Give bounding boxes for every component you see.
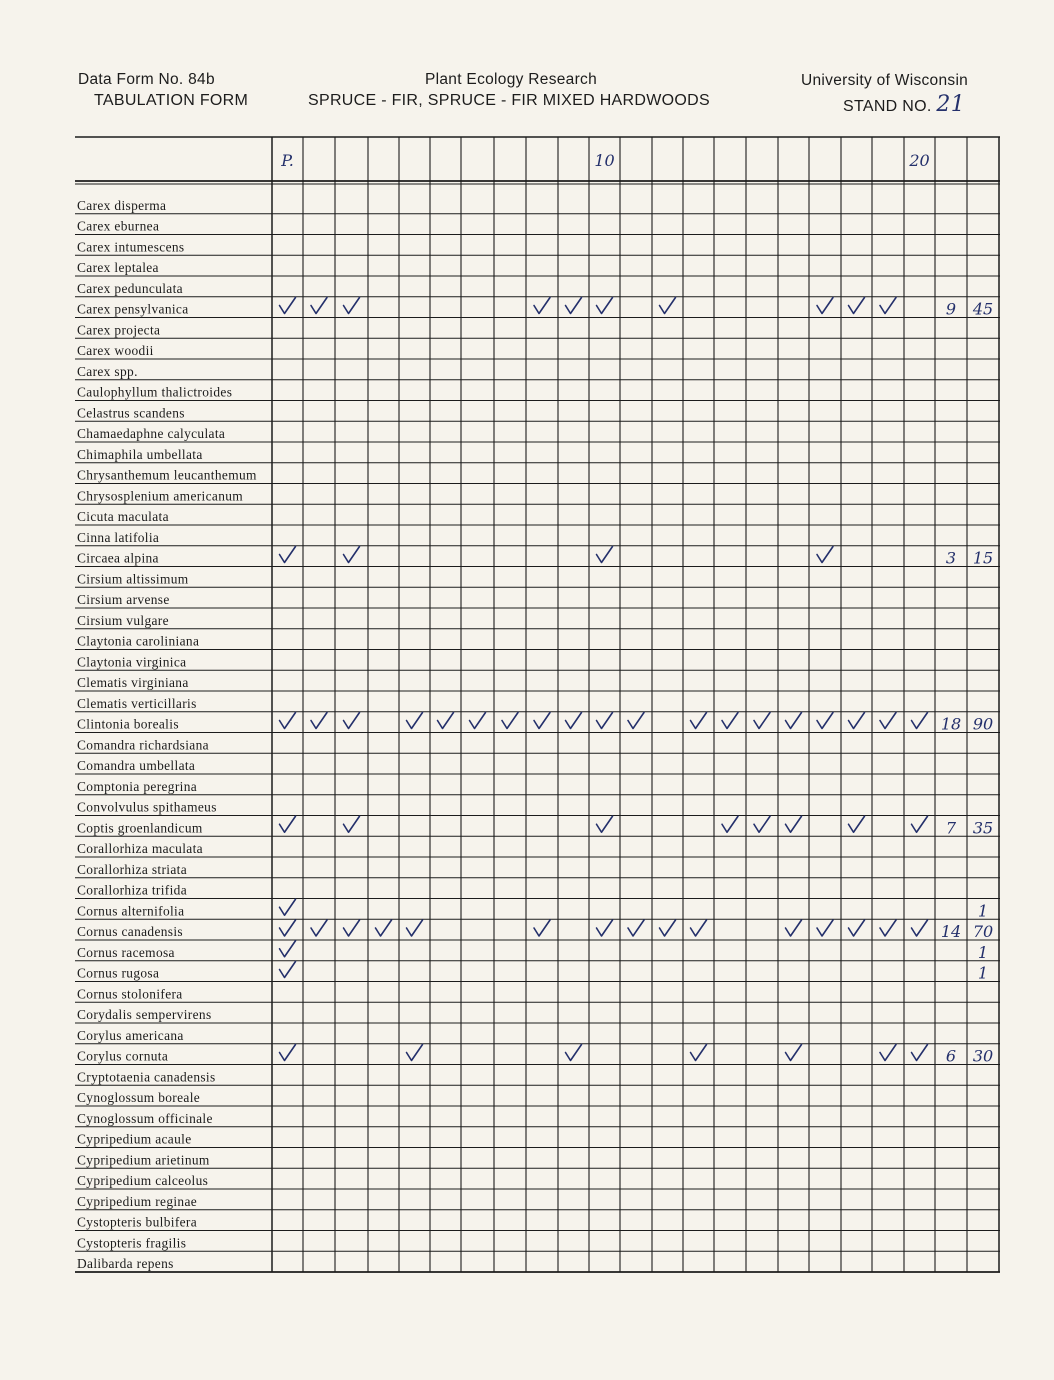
species-name: Coptis groenlandicum	[77, 820, 203, 836]
species-name: Caulophyllum thalictroides	[77, 384, 233, 400]
check-mark	[880, 1045, 896, 1061]
frequency-percent: 30	[972, 1046, 994, 1066]
check-mark	[912, 920, 928, 936]
column-header-mark: 10	[594, 151, 615, 170]
check-mark	[849, 920, 865, 936]
species-name: Carex eburnea	[77, 218, 160, 234]
frequency-percent: 35	[972, 818, 994, 838]
check-mark	[344, 547, 360, 563]
check-mark	[534, 920, 550, 936]
frequency-percent: 70	[972, 922, 994, 941]
species-name: Corallorhiza striata	[77, 861, 187, 877]
species-name: Cypripedium arietinum	[77, 1152, 210, 1168]
check-mark	[597, 547, 613, 563]
species-name: Corylus cornuta	[77, 1048, 169, 1064]
check-mark	[660, 298, 676, 314]
frequency-percent: 15	[972, 548, 994, 568]
species-name: Cystopteris fragilis	[77, 1235, 187, 1251]
species-name: Cornus racemosa	[77, 944, 175, 960]
species-name: Circaea alpina	[77, 550, 159, 566]
species-name: Carex projecta	[77, 322, 161, 338]
check-mark	[344, 816, 360, 832]
check-mark	[311, 298, 327, 314]
species-name: Carex pensylvanica	[77, 301, 189, 317]
check-mark	[438, 713, 454, 729]
check-mark	[344, 920, 360, 936]
check-mark	[470, 713, 486, 729]
check-mark	[754, 816, 770, 832]
frequency-count: 9	[945, 299, 957, 319]
check-mark	[311, 920, 327, 936]
species-name: Chamaedaphne calyculata	[77, 426, 226, 441]
species-name: Cornus rugosa	[77, 965, 160, 981]
check-mark	[628, 713, 644, 729]
check-mark	[817, 298, 833, 314]
check-mark	[566, 298, 582, 314]
species-name: Clematis verticillaris	[77, 695, 197, 711]
form-type: TABULATION FORM	[94, 92, 249, 109]
species-name: Carex leptalea	[77, 260, 159, 275]
check-mark	[280, 941, 296, 957]
check-mark	[628, 920, 644, 936]
check-mark	[722, 816, 738, 832]
check-mark	[786, 816, 802, 832]
column-header-mark: 20	[909, 151, 930, 170]
check-mark	[566, 1045, 582, 1061]
check-mark	[280, 1045, 296, 1061]
check-mark	[786, 920, 802, 936]
check-mark	[849, 816, 865, 832]
check-mark	[597, 713, 613, 729]
check-mark	[407, 920, 423, 936]
species-name: Cypripedium calceolus	[77, 1173, 209, 1188]
frequency-percent: 45	[972, 299, 994, 319]
check-mark	[660, 920, 676, 936]
species-name: Claytonia caroliniana	[77, 633, 200, 649]
check-mark	[502, 713, 518, 729]
check-mark	[280, 298, 296, 314]
stand-label: STAND NO.	[843, 98, 932, 115]
species-name: Claytonia virginica	[77, 654, 187, 670]
check-mark	[880, 298, 896, 314]
species-name: Corallorhiza maculata	[77, 841, 203, 856]
frequency-percent: 1	[977, 963, 989, 983]
species-name: Cornus stolonifera	[77, 986, 183, 1002]
species-name: Cicuta maculata	[77, 509, 169, 524]
species-name: Cornus canadensis	[77, 924, 183, 939]
species-name: Cypripedium reginae	[77, 1193, 198, 1209]
species-name: Corallorhiza trifida	[77, 882, 187, 898]
check-mark	[597, 816, 613, 832]
frequency-percent: 1	[977, 942, 989, 962]
check-mark	[280, 547, 296, 563]
check-mark	[534, 713, 550, 729]
check-mark	[407, 1045, 423, 1061]
check-mark	[817, 547, 833, 563]
column-header-mark: P.	[281, 151, 294, 170]
check-mark	[280, 899, 296, 915]
check-mark	[597, 920, 613, 936]
species-name: Cystopteris bulbifera	[77, 1214, 198, 1230]
check-mark	[691, 920, 707, 936]
species-name: Chimaphila umbellata	[77, 446, 203, 462]
check-mark	[817, 920, 833, 936]
species-name: Chrysosplenium americanum	[77, 488, 244, 504]
check-mark	[534, 298, 550, 314]
species-name: Carex intumescens	[77, 239, 185, 255]
species-name: Clematis virginiana	[77, 675, 189, 690]
stand-value: 21	[936, 92, 965, 117]
species-name: Cirsium arvense	[77, 592, 170, 607]
species-name: Chrysanthemum leucanthemum	[77, 467, 257, 483]
check-mark	[786, 1045, 802, 1061]
species-name: Cynoglossum boreale	[77, 1090, 201, 1105]
check-mark	[754, 713, 770, 729]
species-name: Cinna latifolia	[77, 529, 160, 545]
frequency-percent: 1	[977, 901, 989, 921]
species-name: Corydalis sempervirens	[77, 1007, 212, 1022]
species-name: Convolvulus spithameus	[77, 799, 217, 815]
check-mark	[912, 1045, 928, 1061]
species-name: Cypripedium acaule	[77, 1131, 192, 1147]
check-mark	[311, 713, 327, 729]
check-mark	[722, 713, 738, 729]
check-mark	[786, 713, 802, 729]
check-mark	[880, 713, 896, 729]
check-mark	[817, 713, 833, 729]
frequency-count: 14	[940, 922, 962, 941]
check-mark	[849, 298, 865, 314]
frequency-count: 18	[940, 714, 962, 734]
university-name: University of Wisconsin	[801, 72, 969, 89]
species-name: Carex disperma	[77, 197, 167, 213]
species-name: Corylus americana	[77, 1027, 184, 1043]
species-name: Carex pedunculata	[77, 280, 183, 296]
check-mark	[691, 713, 707, 729]
species-name: Cynoglossum officinale	[77, 1110, 213, 1126]
check-mark	[407, 713, 423, 729]
check-mark	[376, 920, 392, 936]
check-mark	[880, 920, 896, 936]
species-name: Comandra umbellata	[77, 758, 196, 773]
check-mark	[912, 816, 928, 832]
check-mark	[912, 713, 928, 729]
species-name: Celastrus scandens	[77, 405, 185, 421]
frequency-count: 7	[945, 818, 957, 838]
check-mark	[566, 713, 582, 729]
species-name: Carex woodii	[77, 343, 154, 358]
check-mark	[344, 713, 360, 729]
form-number: Data Form No. 84b	[78, 71, 215, 88]
species-name: Cornus alternifolia	[77, 903, 185, 919]
check-mark	[280, 713, 296, 729]
species-name: Clintonia borealis	[77, 716, 179, 732]
form-subtitle: SPRUCE - FIR, SPRUCE - FIR MIXED HARDWOODS	[308, 92, 710, 109]
frequency-count: 6	[945, 1046, 957, 1066]
species-name: Cirsium vulgare	[77, 612, 169, 628]
species-name: Comptonia peregrina	[77, 778, 198, 794]
species-name: Carex spp.	[77, 363, 138, 379]
frequency-count: 3	[945, 548, 957, 568]
species-name: Cryptotaenia canadensis	[77, 1069, 216, 1085]
species-name: Dalibarda repens	[77, 1256, 174, 1271]
check-mark	[597, 298, 613, 314]
frequency-percent: 90	[972, 714, 994, 734]
check-mark	[280, 962, 296, 978]
check-mark	[849, 713, 865, 729]
species-name: Comandra richardsiana	[77, 737, 209, 753]
species-name: Cirsium altissimum	[77, 571, 189, 587]
check-mark	[280, 816, 296, 832]
check-mark	[691, 1045, 707, 1061]
organization-title: Plant Ecology Research	[425, 71, 598, 88]
check-mark	[344, 298, 360, 314]
check-mark	[280, 920, 296, 936]
